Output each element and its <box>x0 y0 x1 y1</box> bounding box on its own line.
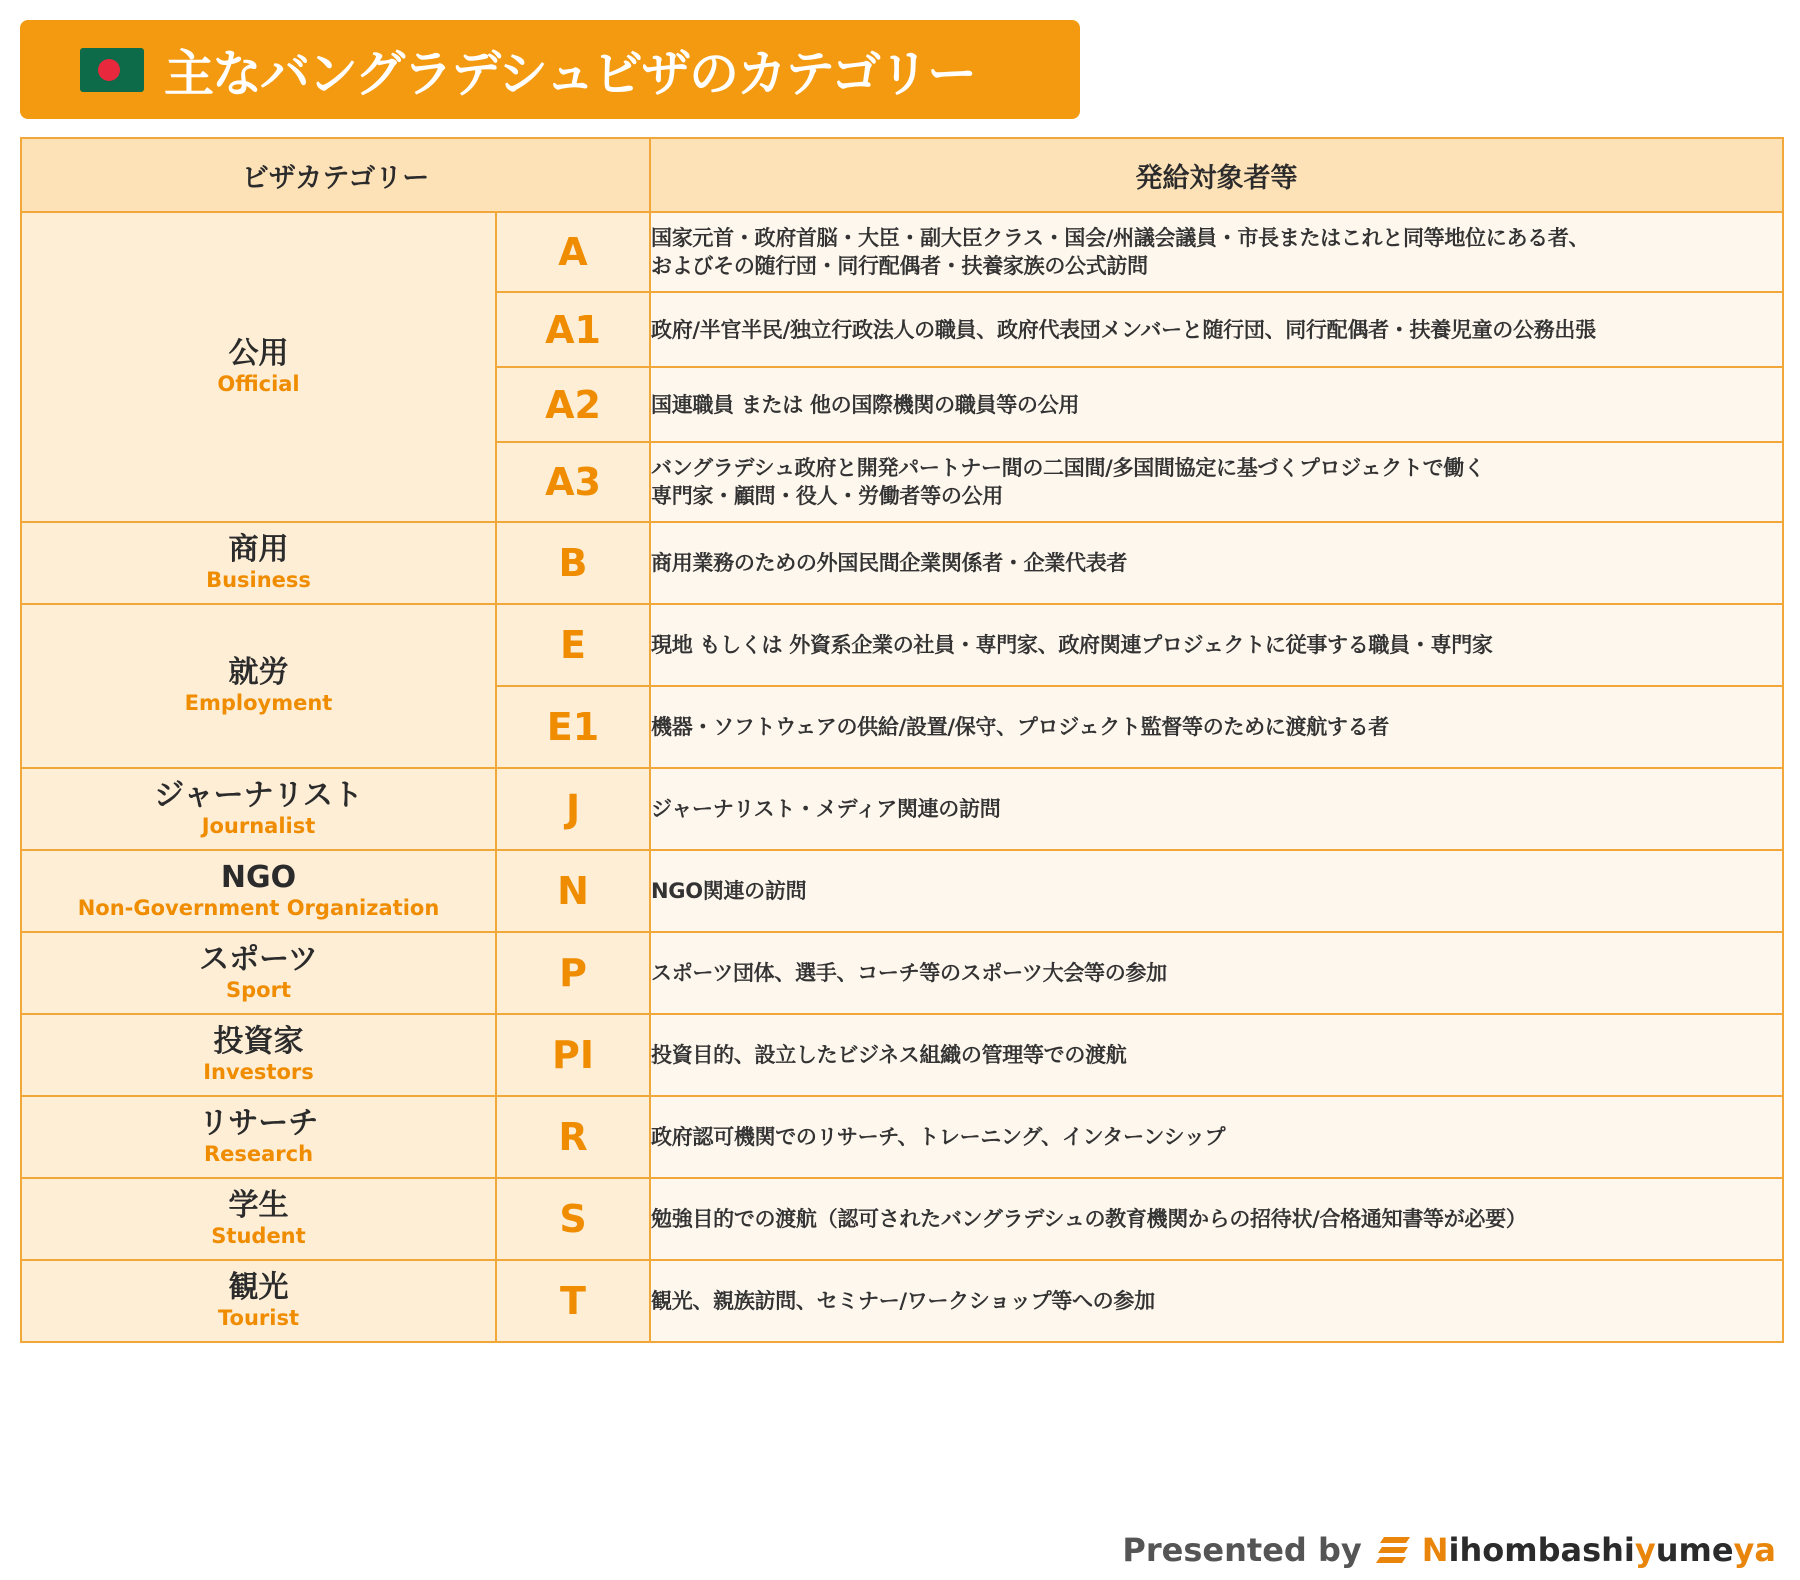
category-name-en: Research <box>203 1142 314 1166</box>
category-name-ja: 公用 <box>228 336 289 371</box>
visa-description <box>650 1096 1783 1178</box>
table-row <box>21 604 1783 686</box>
category-name-en: Tourist <box>217 1306 299 1330</box>
visa-code: A <box>496 212 650 292</box>
category-name-en: Non-Government Organization <box>77 896 440 920</box>
visa-code: N <box>496 850 650 932</box>
visa-code: A3 <box>496 442 650 522</box>
category-name-ja: リサーチ <box>198 1106 319 1141</box>
description-line: 専門家・顧問・役人・労働者等の公用 <box>651 484 1003 508</box>
description-line: スポーツ団体、選手、コーチ等のスポーツ大会等の参加 <box>651 961 1167 985</box>
category-name-ja: NGO <box>220 860 297 895</box>
category-cell <box>21 212 496 522</box>
visa-code: E1 <box>496 686 650 768</box>
description-line: 観光、親族訪問、セミナー/ワークショップ等への参加 <box>651 1289 1155 1313</box>
visa-code: A2 <box>496 367 650 442</box>
visa-description <box>650 932 1783 1014</box>
category-name-ja: 投資家 <box>213 1024 304 1059</box>
visa-category-table <box>20 137 1784 1343</box>
category-name-ja: スポーツ <box>199 942 318 977</box>
table-row <box>21 1178 1783 1260</box>
visa-code: T <box>496 1260 650 1342</box>
visa-code: J <box>496 768 650 850</box>
category-cell <box>21 1260 496 1342</box>
category-cell <box>21 850 496 932</box>
table-row <box>21 212 1783 292</box>
brand-name: Nihombashiyumeya <box>1421 1531 1776 1569</box>
table-row <box>21 1260 1783 1342</box>
visa-description <box>650 522 1783 604</box>
description-line: バングラデシュ政府と開発パートナー間の二国間/多国間協定に基づくプロジェクトで働く <box>651 456 1485 480</box>
category-cell <box>21 932 496 1014</box>
visa-description <box>650 442 1783 522</box>
header-visa-category: ビザカテゴリー <box>21 138 650 212</box>
table-row <box>21 1014 1783 1096</box>
description-line: NGO関連の訪問 <box>651 879 807 903</box>
footer-credit <box>1122 1528 1776 1572</box>
category-name-en: Employment <box>184 691 333 715</box>
visa-code: B <box>496 522 650 604</box>
category-name-ja: 就労 <box>228 655 289 690</box>
table-row <box>21 932 1783 1014</box>
bangladesh-flag-icon <box>80 48 144 92</box>
page-title: 主なバングラデシュビザのカテゴリー <box>164 44 975 103</box>
table-row <box>21 522 1783 604</box>
category-name-en: Business <box>206 568 311 592</box>
category-name-en: Official <box>217 372 300 396</box>
nihombashi-logo-icon <box>1376 1535 1412 1565</box>
description-line: 国家元首・政府首脳・大臣・副大臣クラス・国会/州議会議員・市長またはこれと同等地位にある者、 <box>651 226 1590 250</box>
visa-code: E <box>496 604 650 686</box>
visa-code: P <box>496 932 650 1014</box>
table-row <box>21 768 1783 850</box>
category-name-ja: ジャーナリスト <box>154 778 363 813</box>
category-name-en: Sport <box>226 978 291 1002</box>
visa-code: A1 <box>496 292 650 367</box>
visa-code: PI <box>496 1014 650 1096</box>
visa-description <box>650 292 1783 367</box>
visa-description <box>650 686 1783 768</box>
category-name-ja: 学生 <box>228 1188 289 1223</box>
description-line: 政府認可機関でのリサーチ、トレーニング、インターンシップ <box>651 1125 1226 1149</box>
category-cell <box>21 522 496 604</box>
visa-description <box>650 212 1783 292</box>
visa-description <box>650 604 1783 686</box>
category-name-en: Student <box>211 1224 306 1248</box>
table-row <box>21 850 1783 932</box>
table-row <box>21 1096 1783 1178</box>
category-cell <box>21 768 496 850</box>
description-line: 機器・ソフトウェアの供給/設置/保守、プロジェクト監督等のために渡航する者 <box>651 715 1389 739</box>
visa-description <box>650 1014 1783 1096</box>
category-cell <box>21 1096 496 1178</box>
presented-by-label: Presented by <box>1122 1531 1362 1569</box>
description-line: 国連職員 または 他の国際機関の職員等の公用 <box>651 392 1080 417</box>
description-line: 政府/半官半民/独立行政法人の職員、政府代表団メンバーと随行団、同行配偶者・扶養児童の公務出張 <box>651 317 1596 342</box>
visa-code: R <box>496 1096 650 1178</box>
description-line: ジャーナリスト・メディア関連の訪問 <box>651 797 1001 821</box>
category-cell <box>21 1178 496 1260</box>
title-banner <box>20 20 1080 119</box>
category-name-en: Investors <box>203 1060 314 1084</box>
description-line: 現地 もしくは 外資系企業の社員・専門家、政府関連プロジェクトに従事する職員・専門家 <box>651 633 1493 657</box>
visa-description <box>650 1260 1783 1342</box>
description-line: およびその随行団・同行配偶者・扶養家族の公式訪問 <box>651 254 1148 278</box>
category-cell <box>21 604 496 768</box>
description-line: 勉強目的での渡航（認可されたバングラデシュの教育機関からの招待状/合格通知書等が必要） <box>651 1207 1527 1231</box>
visa-description <box>650 1178 1783 1260</box>
visa-description <box>650 850 1783 932</box>
category-name-ja: 観光 <box>228 1270 289 1305</box>
category-name-ja: 商用 <box>228 532 289 567</box>
table-header-row <box>21 138 1783 212</box>
description-line: 投資目的、設立したビジネス組織の管理等での渡航 <box>651 1043 1127 1067</box>
description-line: 商用業務のための外国民間企業関係者・企業代表者 <box>651 551 1128 575</box>
category-name-en: Journalist <box>201 814 316 838</box>
visa-code: S <box>496 1178 650 1260</box>
visa-description <box>650 367 1783 442</box>
category-cell <box>21 1014 496 1096</box>
header-eligible-persons: 発給対象者等 <box>650 138 1783 212</box>
visa-description <box>650 768 1783 850</box>
